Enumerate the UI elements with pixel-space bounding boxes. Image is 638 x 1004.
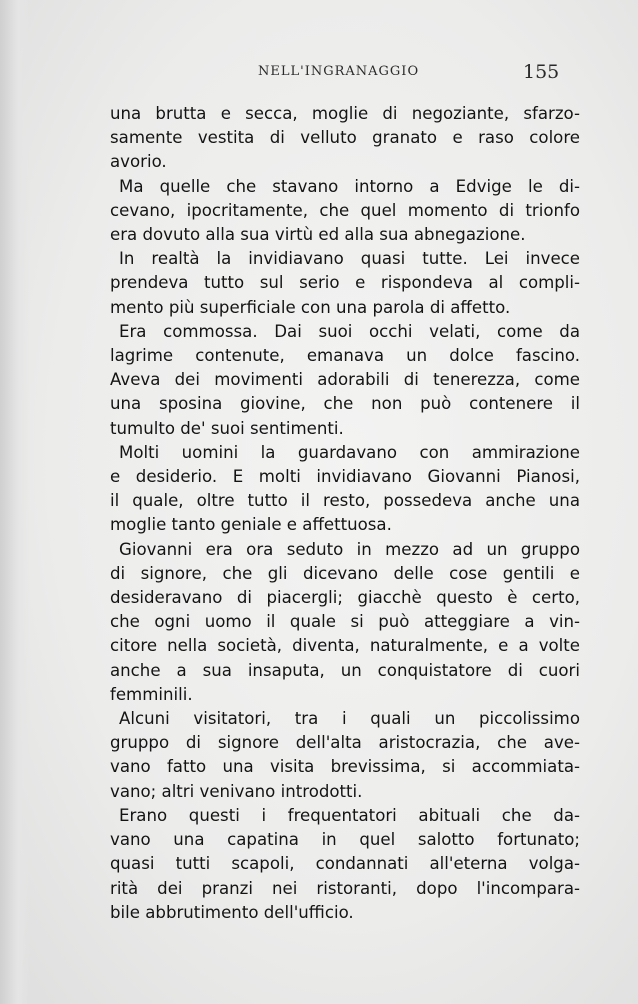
running-title: NELL'INGRANAGGIO bbox=[258, 64, 420, 79]
text-line: che ogni uomo il quale si può atteggiare a vin- bbox=[110, 612, 580, 632]
text-line: quasi tutti scapoli, condannati all'eterna volga- bbox=[110, 854, 580, 874]
text-line: e desiderio. E molti invidiavano Giovanni Pianosi, bbox=[110, 467, 580, 487]
text-line: citore nella società, diventa, naturalmente, e a volte bbox=[110, 636, 580, 656]
text-line: di signore, che gli dicevano delle cose gentili e bbox=[110, 563, 580, 583]
text-line: il quale, oltre tutto il resto, possedeva anche una bbox=[110, 491, 580, 511]
text-line: samente vestita di velluto granato e raso colore bbox=[110, 128, 580, 148]
text-line: avorio. bbox=[110, 152, 167, 172]
text-line: In realtà la invidiavano quasi tutte. Lei invece bbox=[119, 249, 580, 269]
text-line: prendeva tutto sul serio e rispondeva al compli- bbox=[110, 273, 580, 293]
text-line: tumulto de' suoi sentimenti. bbox=[110, 418, 344, 438]
text-line: lagrime contenute, emanava un dolce fascino. bbox=[110, 346, 580, 366]
text-line: era dovuto alla sua virtù ed alla sua abnegazione. bbox=[110, 225, 526, 245]
text-line: Alcuni visitatori, tra i quali un piccolissimo bbox=[119, 709, 580, 729]
text-line: gruppo di signore dell'alta aristocrazia, che ave- bbox=[110, 733, 580, 753]
text-line: Era commossa. Dai suoi occhi velati, come da bbox=[119, 321, 580, 341]
text-line: bile abbrutimento dell'ufficio. bbox=[110, 902, 354, 922]
text-line: anche a sua insaputa, un conquistatore di cuori bbox=[110, 660, 580, 680]
text-line: cevano, ipocritamente, che quel momento di trionfo bbox=[110, 200, 580, 220]
text-line: moglie tanto geniale e affettuosa. bbox=[110, 515, 392, 535]
page-number: 155 bbox=[523, 61, 560, 83]
text-line: femminili. bbox=[110, 684, 193, 704]
text-line: rità dei pranzi nei ristoranti, dopo l'incompara- bbox=[110, 878, 580, 898]
body-text bbox=[110, 102, 580, 925]
page-binding-shadow bbox=[0, 0, 30, 1004]
text-line: vano una capatina in quel salotto fortunato; bbox=[110, 830, 580, 850]
text-line: Giovanni era ora seduto in mezzo ad un gruppo bbox=[119, 539, 580, 559]
text-line: vano fatto una visita brevissima, si accommiata- bbox=[110, 757, 580, 777]
text-line: vano; altri venivano introdotti. bbox=[110, 781, 363, 801]
text-line: Ma quelle che stavano intorno a Edvige le di- bbox=[119, 176, 580, 196]
text-line: Molti uomini la guardavano con ammirazione bbox=[119, 442, 580, 462]
text-line: desideravano di piacergli; giacchè questo è certo, bbox=[110, 588, 580, 608]
text-line: Aveva dei movimenti adorabili di tenerezza, come bbox=[110, 370, 580, 390]
text-line: una brutta e secca, moglie di negoziante, sfarzo- bbox=[110, 104, 580, 123]
text-line: Erano questi i frequentatori abituali che da- bbox=[119, 805, 580, 825]
text-line: una sposina giovine, che non può contenere il bbox=[110, 394, 580, 414]
text-line: mento più superficiale con una parola di affetto. bbox=[110, 297, 511, 317]
